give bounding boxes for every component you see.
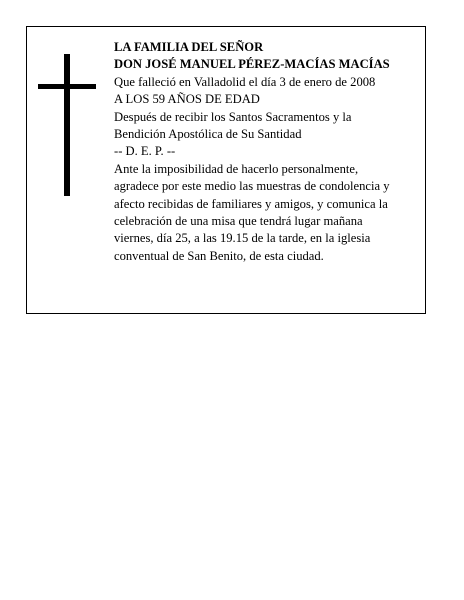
cross-vertical-bar <box>64 54 70 196</box>
death-info-line: Que falleció en Valladolid el día 3 de enero de 2008 <box>114 74 376 89</box>
body-line-4: celebración de una misa que tendrá lugar mañana <box>114 214 363 229</box>
obituary-text <box>114 39 418 265</box>
body-line-6: conventual de San Benito, de esta ciudad. <box>114 248 324 263</box>
body-line-5: viernes, día 25, a las 19.15 de la tarde, en la iglesia <box>114 231 371 246</box>
sacraments-line-1: Después de recibir los Santos Sacramentos y la <box>114 109 352 124</box>
body-line-2: agradece por este medio las muestras de condolencia y <box>114 179 390 194</box>
heading-family-line: LA FAMILIA DEL SEÑOR <box>114 40 264 54</box>
sacraments-line-2: Bendición Apostólica de Su Santidad <box>114 127 302 142</box>
cross-horizontal-bar <box>38 84 96 89</box>
cross-icon <box>38 54 96 196</box>
body-line-3: afecto recibidas de familiares y amigos, y comunica la <box>114 196 388 211</box>
body-line-1: Ante la imposibilidad de hacerlo personalmente, <box>114 161 359 176</box>
age-line: A LOS 59 AÑOS DE EDAD <box>114 92 260 107</box>
rip-line: -- D. E. P. -- <box>114 144 176 159</box>
heading-name-line: DON JOSÉ MANUEL PÉREZ-MACÍAS MACÍAS <box>114 57 390 72</box>
